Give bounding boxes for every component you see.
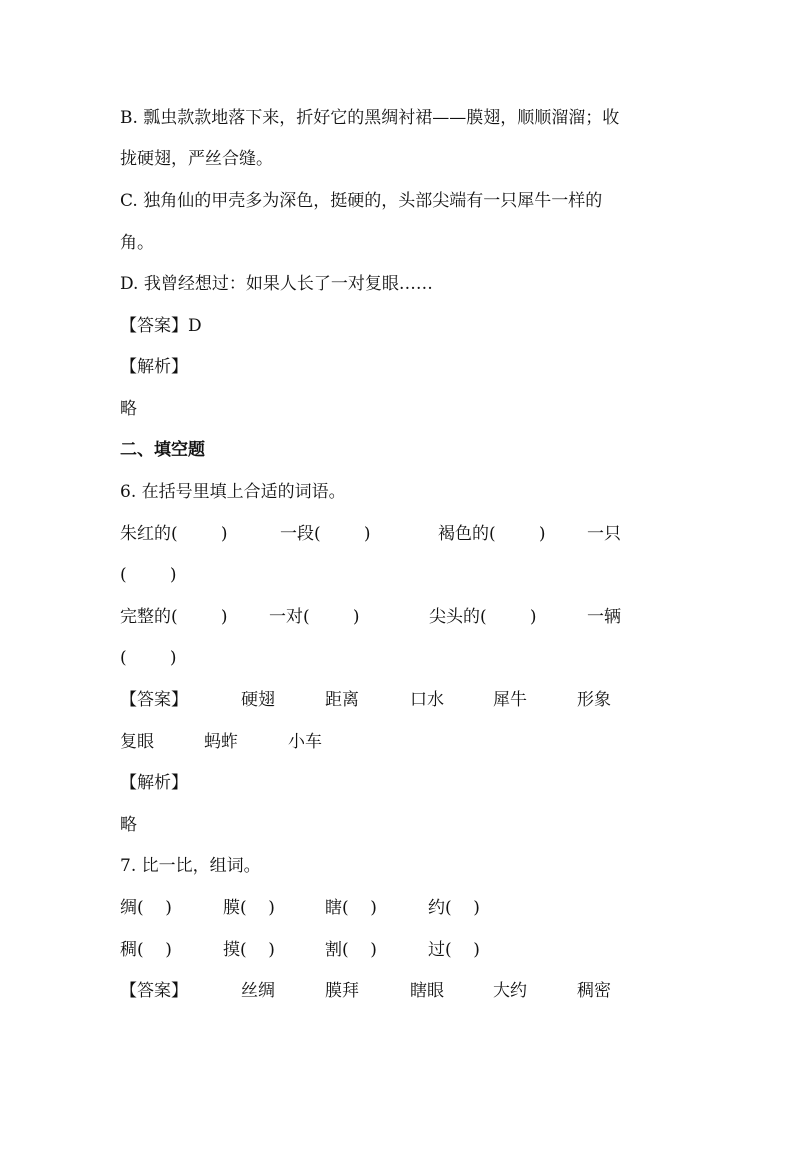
answer-word: 稠密 <box>577 981 611 1001</box>
analysis-text-5: 略 <box>120 399 137 419</box>
analysis-text-6: 略 <box>120 815 137 835</box>
answer-word: 口水 <box>410 690 444 710</box>
answer-word: 距离 <box>325 690 359 710</box>
question-6-row-2 <box>120 605 680 629</box>
q7-item: 瞎( ) <box>325 898 377 918</box>
answer-word: 丝绸 <box>241 981 275 1001</box>
q7-item: 绸( ) <box>120 898 172 918</box>
answer-word: 犀牛 <box>493 690 527 710</box>
section-title: 二、填空题 <box>120 440 205 460</box>
question-6-row-2-cont: ( ) <box>120 648 177 668</box>
question-7-title: 7. 比一比，组词。 <box>120 856 261 876</box>
option-b-line-2: 拢硬翅，严丝合缝。 <box>120 149 273 169</box>
question-7-row-2 <box>120 938 680 962</box>
q7-item: 过( ) <box>428 940 480 960</box>
question-6-title: 6. 在括号里填上合适的词语。 <box>120 482 346 502</box>
q6-blank: 一只 <box>587 524 621 544</box>
option-b-line-1: B. 瓢虫款款地落下来，折好它的黑绸衬裙——膜翅，顺顺溜溜；收 <box>120 108 620 128</box>
analysis-label-5: 【解析】 <box>120 357 188 377</box>
question-6-row-1-cont: ( ) <box>120 565 177 585</box>
option-d-line: D. 我曾经想过：如果人长了一对复眼…… <box>120 274 433 294</box>
answer-word: 大约 <box>493 981 527 1001</box>
q7-item: 稠( ) <box>120 940 172 960</box>
answer-word: 硬翅 <box>241 690 275 710</box>
q6-blank: 褐色的( ) <box>438 524 546 544</box>
answer-6-row-1 <box>120 688 680 712</box>
q6-blank: 朱红的( ) <box>120 524 228 544</box>
answer-label: 【答案】 <box>120 981 188 1001</box>
question-7-row-1 <box>120 896 680 920</box>
answer-5: 【答案】D <box>120 316 202 336</box>
q7-item: 摸( ) <box>223 940 275 960</box>
answer-word: 形象 <box>577 690 611 710</box>
option-c-line-2: 角。 <box>120 233 154 253</box>
answer-word: 膜拜 <box>325 981 359 1001</box>
answer-word: 复眼 <box>120 732 154 752</box>
q7-item: 约( ) <box>428 898 480 918</box>
answer-word: 瞎眼 <box>410 981 444 1001</box>
analysis-label-6: 【解析】 <box>120 773 188 793</box>
q6-blank: 一段( ) <box>280 524 371 544</box>
question-6-row-1 <box>120 522 680 546</box>
answer-6-row-2 <box>120 730 680 754</box>
q6-blank: 尖头的( ) <box>429 607 537 627</box>
q6-blank: 一对( ) <box>269 607 360 627</box>
q6-blank: 一辆 <box>587 607 621 627</box>
option-c-line-1: C. 独角仙的甲壳多为深色，挺硬的，头部尖端有一只犀牛一样的 <box>120 191 603 211</box>
answer-word: 蚂蚱 <box>204 732 238 752</box>
q6-blank: 完整的( ) <box>120 607 228 627</box>
answer-label: 【答案】 <box>120 690 188 710</box>
q7-item: 割( ) <box>325 940 377 960</box>
q7-item: 膜( ) <box>223 898 275 918</box>
answer-word: 小车 <box>288 732 322 752</box>
answer-7-row <box>120 979 680 1003</box>
